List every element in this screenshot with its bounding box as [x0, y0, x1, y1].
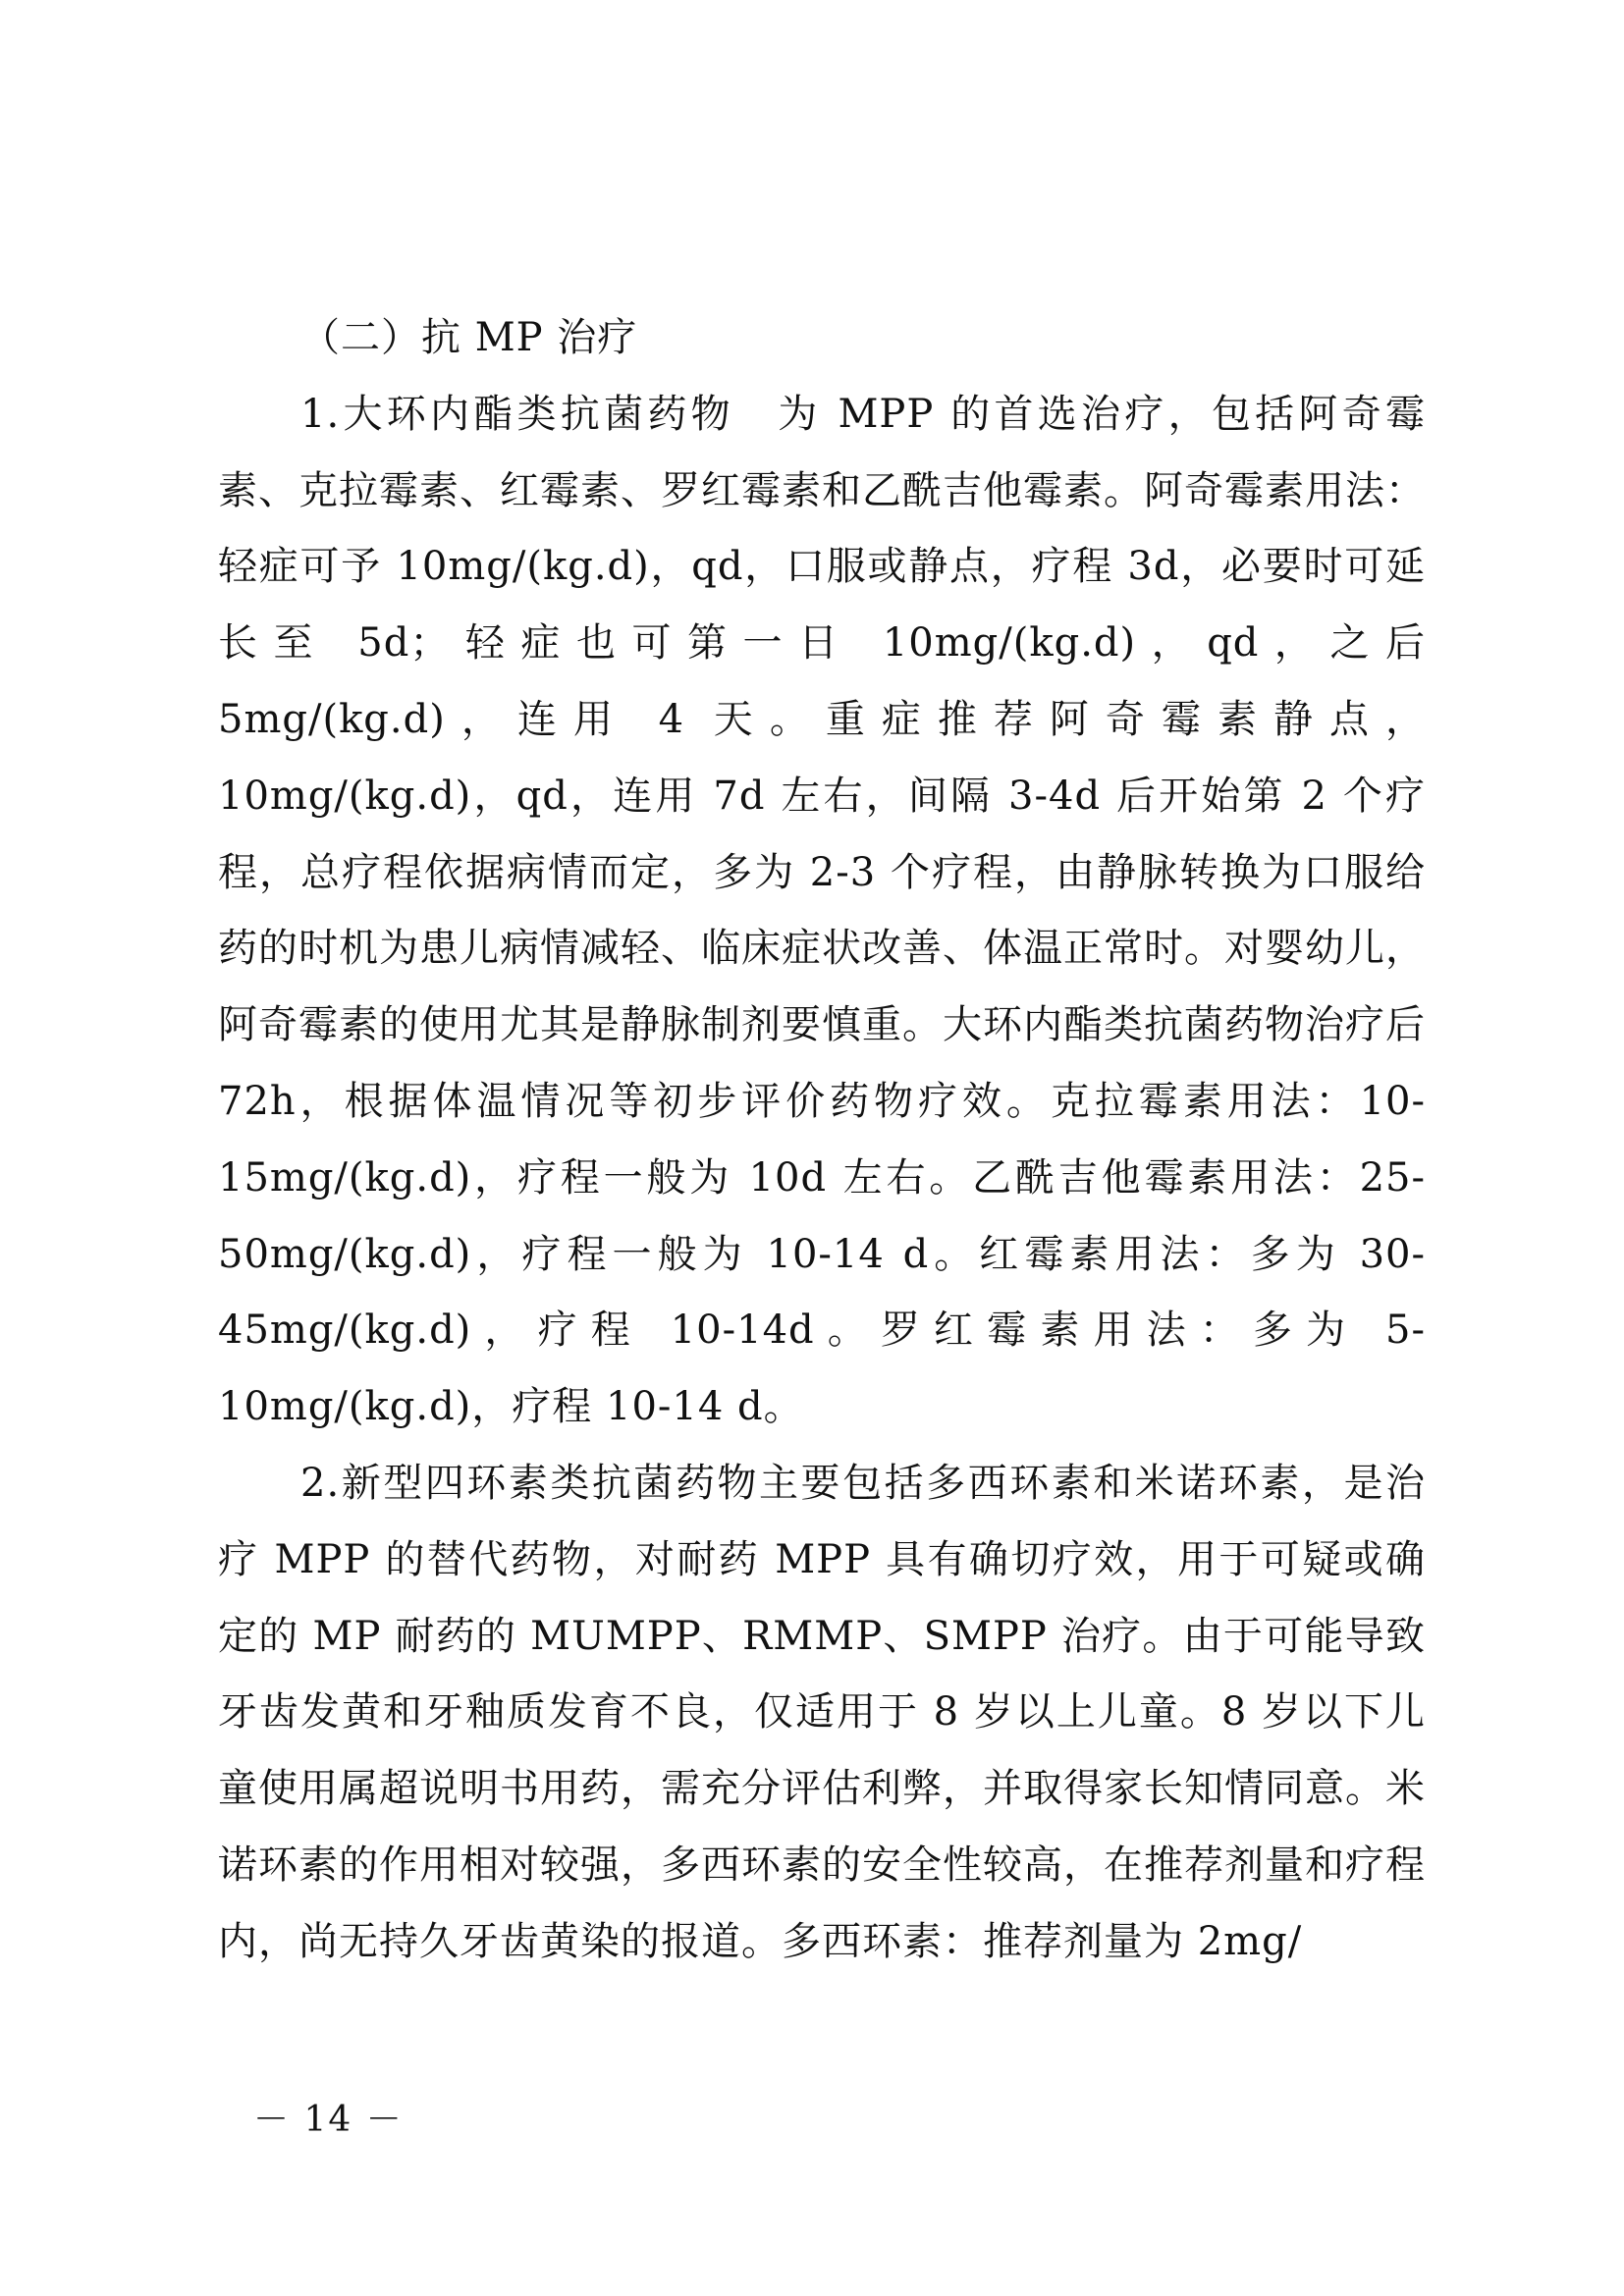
paragraph-macrolides: 1.大环内酯类抗菌药物 为 MPP 的首选治疗，包括阿奇霉素、克拉霉素、红霉素、罗红霉素和乙酰吉他霉素。阿奇霉素用法：轻症可予 10mg/(kg.d)，qd，口服或静点，疗程 3d，必要时可延长至 5d；轻症也可第一日 10mg/(kg.d)，qd，之后 5mg/(kg.d)，连用 4 天。重症推荐阿奇霉素静点，10mg/(kg.d)，qd，连用 7d 左右，间隔 3-4d 后开始第 2 个疗程，总疗程依据病情而定，多为 2-3 个疗程，由静脉转换为口服给药的时机为患儿病情减轻、临床症状改善、体温正常时。对婴幼儿，阿奇霉素的使用尤其是静脉制剂要慎重。大环内酯类抗菌药物治疗后 72h，根据体温情况等初步评价药物疗效。克拉霉素用法：10-15mg/(kg.d)，疗程一般为 10d 左右。乙酰吉他霉素用法：25-50mg/(kg.d)，疗程一般为 10-14 d。红霉素用法：多为 30-45mg/(kg.d)，疗程 10-14d。罗红霉素用法：多为 5-10mg/(kg.d)，疗程 10-14 d。 [218, 391, 1426, 1430]
body-text [218, 300, 1426, 1981]
paragraph-tetracyclines: 2.新型四环素类抗菌药物主要包括多西环素和米诺环素，是治疗 MPP 的替代药物，对耐药 MPP 具有确切疗效，用于可疑或确定的 MP 耐药的 MUMPP、RMMP、SMPP 治疗。由于可能导致牙齿发黄和牙釉质发育不良，仅适用于 8 岁以上儿童。8 岁以下儿童使用属超说明书用药，需充分评估利弊，并取得家长知情同意。米诺环素的作用相对较强，多西环素的安全性较高，在推荐剂量和疗程内，尚无持久牙齿黄染的报道。多西环素：推荐剂量为 2mg/ [218, 1460, 1426, 1964]
section-heading: （二）抗 MP 治疗 [300, 315, 638, 360]
page-number: － 14 － [253, 2100, 404, 2140]
